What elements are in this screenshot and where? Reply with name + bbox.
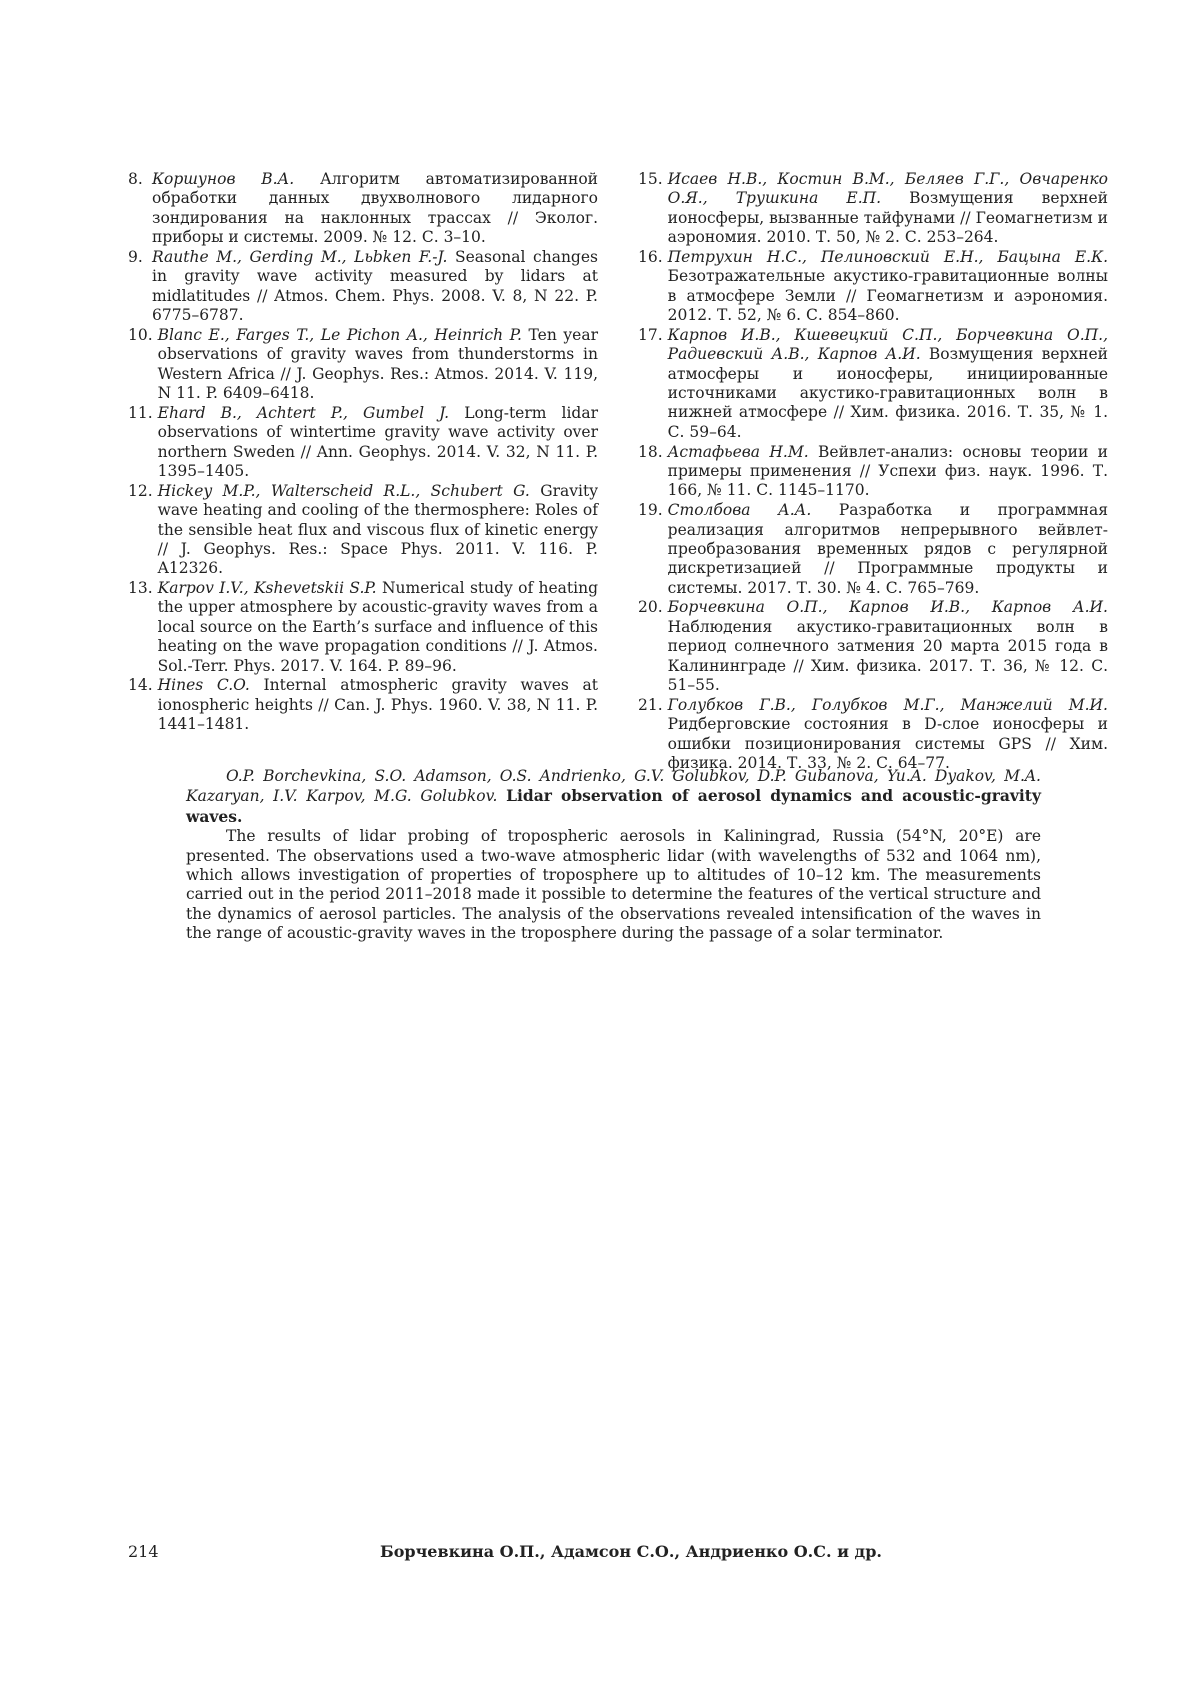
reference-authors: Blanc E., Farges T., Le Pichon A., Heinrich P.: [158, 326, 522, 344]
reference-number: 15.: [638, 170, 668, 248]
reference-text: Наблюдения акустико-гравитационных волн в период солнечного затмения 20 марта 2015 года в Калининграде // Хим. физика. 2017. Т. 36, № 12. С. 51–55.: [668, 618, 1108, 694]
reference-authors: Ehard B., Achtert P., Gumbel J.: [158, 404, 449, 422]
reference-item: [638, 248, 1108, 326]
running-head: Борчевкина О.П., Адамсон С.О., Андриенко О.С. и др.: [128, 1542, 1084, 1561]
reference-body: [158, 482, 598, 579]
reference-body: [668, 248, 1108, 326]
reference-authors: Астафьева Н.М.: [668, 443, 809, 461]
reference-number: 14.: [128, 676, 158, 734]
reference-text: Gravity wave heating and cooling of the thermosphere: Roles of the sensible heat flux and viscous flux of kinetic energy // J. Geophys. Res.: Space Phys. 2011. V. 116. P. A12326.: [158, 482, 598, 578]
reference-body: [668, 443, 1108, 501]
reference-number: 8.: [128, 170, 152, 248]
reference-authors: Hickey M.P., Walterscheid R.L., Schubert G.: [158, 482, 530, 500]
abstract-text: The results of lidar probing of tropospheric aerosols in Kaliningrad, Russia (54°N, 20°E) are presented. The observations used a two-wave atmospheric lidar (with wavelengths of 532 and 1064 nm), which allows investigation of properties of troposphere up to altitudes of 10–12 km. The measurements carried out in the period 2011–2018 made it possible to determine the features of the vertical structure and the dynamics of aerosol particles. The analysis of the observations revealed intensification of the waves in the range of acoustic-gravity waves in the troposphere during the passage of a solar terminator.: [186, 827, 1041, 943]
reference-text: Numerical study of heating the upper atmosphere by acoustic-gravity waves from a local source on the Earth’s surface and influence of this heating on the wave propagation conditions // J. Atmos. Sol.-Terr. Phys. 2017. V. 164. P. 89–96.: [158, 579, 598, 675]
reference-item: [638, 443, 1108, 501]
reference-body: [668, 170, 1108, 248]
reference-item: [128, 248, 598, 326]
reference-body: [158, 326, 598, 404]
reference-body: [152, 248, 598, 326]
reference-text: Безотражательные акустико-гравитационные волны в атмосфере Земли // Геомагнетизм и аэрономия. 2012. Т. 52, № 6. С. 854–860.: [668, 267, 1108, 324]
reference-authors: Исаев Н.В., Костин В.М., Беляев Г.Г., Овчаренко О.Я., Трушкина Е.П.: [668, 170, 1108, 207]
reference-number: 11.: [128, 404, 158, 482]
reference-authors: Карпов И.В., Кшевецкий С.П., Борчевкина О.П., Радиевский А.В., Карпов А.И.: [668, 326, 1108, 363]
reference-body: [668, 501, 1108, 598]
reference-text: Internal atmospheric gravity waves at ionospheric heights // Can. J. Phys. 1960. V. 38, N 11. P. 1441–1481.: [158, 676, 598, 733]
reference-item: [128, 404, 598, 482]
reference-body: [668, 326, 1108, 442]
reference-column-right: [638, 170, 1108, 774]
reference-item: [128, 579, 598, 676]
reference-body: [668, 696, 1108, 774]
abstract-heading: [186, 767, 1041, 827]
reference-item: [638, 598, 1108, 695]
reference-body: [668, 598, 1108, 695]
reference-text: Ридберговские состояния в D-слое ионосферы и ошибки позиционирования системы GPS // Хим. физика. 2014. Т. 33, № 2. С. 64–77.: [668, 715, 1108, 772]
reference-item: [638, 696, 1108, 774]
reference-body: [152, 170, 598, 248]
reference-number: 18.: [638, 443, 668, 501]
reference-item: [638, 326, 1108, 442]
english-abstract: [186, 767, 1041, 944]
reference-number: 9.: [128, 248, 152, 326]
reference-number: 21.: [638, 696, 668, 774]
reference-number: 16.: [638, 248, 668, 326]
reference-text: Вейвлет-анализ: основы теории и примеры применения // Успехи физ. наук. 1996. Т. 166, № 11. С. 1145–1170.: [668, 443, 1108, 500]
reference-body: [158, 579, 598, 676]
reference-authors: Столбова А.А.: [668, 501, 812, 519]
reference-number: 20.: [638, 598, 668, 695]
abstract-authors: O.P. Borchevkina, S.O. Adamson, O.S. Andrienko, G.V. Golubkov, D.P. Gubanova, Yu.A. Dyakov, M.A. Kazaryan, I.V. Karpov, M.G. Golubkov.: [186, 767, 1041, 805]
reference-item: [128, 326, 598, 404]
reference-text: Разработка и программная реализация алгоритмов непрерывного вейвлет-преобразования временных рядов с регулярной дискретизацией // Программные продукты и системы. 2017. Т. 30. № 4. С. 765–769.: [668, 501, 1108, 597]
reference-authors: Rauthe M., Gerding M., Lьbken F.-J.: [152, 248, 447, 266]
reference-item: [638, 170, 1108, 248]
reference-body: [158, 676, 598, 734]
reference-item: [128, 676, 598, 734]
reference-text: Возмущения верхней ионосферы, вызванные тайфунами // Геомагнетизм и аэрономия. 2010. Т. 50, № 2. С. 253–264.: [668, 189, 1108, 246]
reference-text: Алгоритм автоматизированной обработки данных двухволнового лидарного зондирования на наклонных трассах // Эколог. приборы и системы. 2009. № 12. С. 3–10.: [152, 170, 598, 246]
reference-authors: Hines C.O.: [158, 676, 250, 694]
reference-number: 12.: [128, 482, 158, 579]
reference-item: [128, 170, 598, 248]
reference-number: 13.: [128, 579, 158, 676]
reference-authors: Голубков Г.В., Голубков М.Г., Манжелий М.И.: [668, 696, 1108, 714]
reference-body: [158, 404, 598, 482]
reference-authors: Karpov I.V., Kshevetskii S.P.: [158, 579, 377, 597]
reference-number: 19.: [638, 501, 668, 598]
reference-item: [128, 482, 598, 579]
reference-authors: Коршунов В.А.: [152, 170, 294, 188]
reference-number: 17.: [638, 326, 668, 442]
reference-number: 10.: [128, 326, 158, 404]
reference-authors: Петрухин Н.С., Пелиновский Е.Н., Бацына Е.К.: [668, 248, 1108, 266]
reference-text: Seasonal changes in gravity wave activity measured by lidars at midlatitudes // Atmos. Chem. Phys. 2008. V. 8, N 22. P. 6775–6787.: [152, 248, 598, 324]
abstract-title: Lidar observation of aerosol dynamics and acoustic-gravity waves.: [186, 786, 1041, 825]
reference-column-left: [128, 170, 598, 735]
page-number: 214: [128, 1542, 159, 1561]
reference-text: Ten year observations of gravity waves from thunderstorms in Western Africa // J. Geophys. Res.: Atmos. 2014. V. 119, N 11. P. 6409–6418.: [158, 326, 598, 402]
reference-item: [638, 501, 1108, 598]
reference-text: Возмущения верхней атмосферы и ионосферы, инициированные источниками акустико-гравитационных волн в нижней атмосфере // Хим. физика. 2016. Т. 35, № 1. С. 59–64.: [668, 345, 1108, 441]
reference-authors: Борчевкина О.П., Карпов И.В., Карпов А.И.: [668, 598, 1108, 616]
reference-text: Long-term lidar observations of wintertime gravity wave activity over northern Sweden // Ann. Geophys. 2014. V. 32, N 11. P. 1395–1405.: [158, 404, 598, 480]
page-footer: [128, 1542, 1084, 1566]
